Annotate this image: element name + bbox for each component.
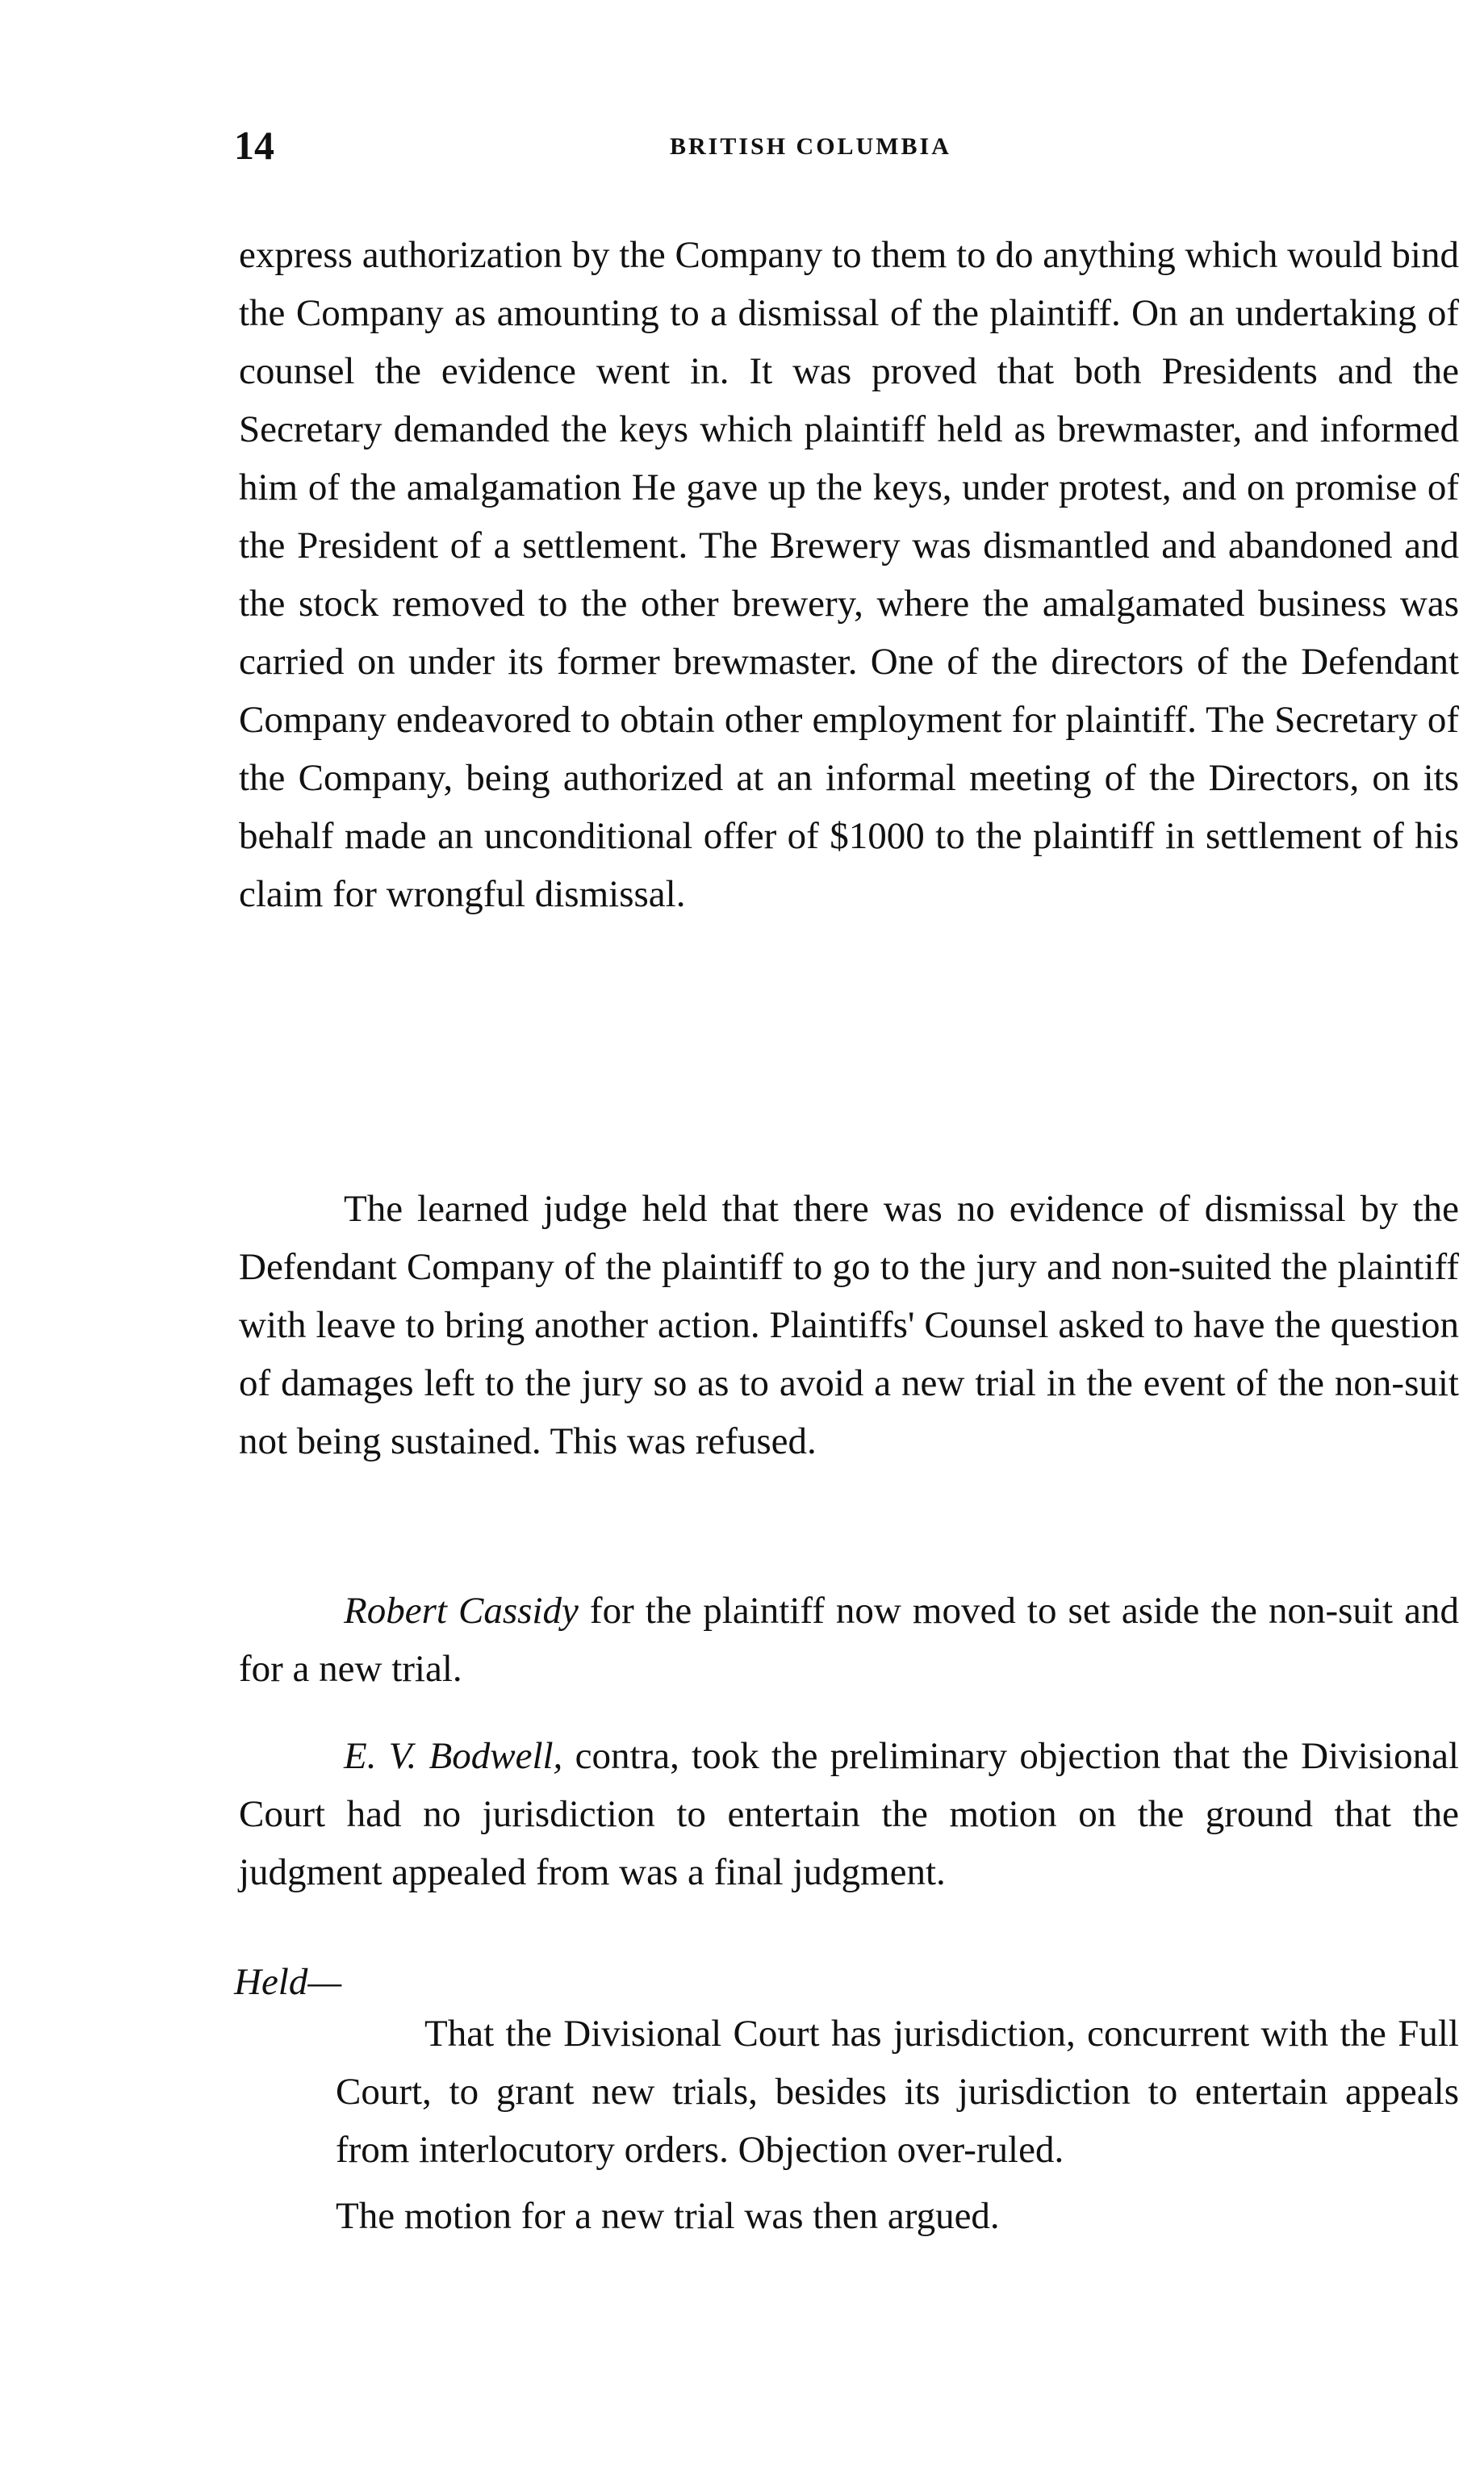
counsel-name-plaintiff: Robert Cassidy [344, 1590, 579, 1632]
paragraph-2 [239, 1180, 1459, 1470]
running-head: BRITISH COLUMBIA [670, 133, 951, 160]
paragraph-2-text: The learned judge held that there was no evidence of dismissal by the Defendant Company of the plaintiff to go to the jury and non-suited the plaintiff with leave to bring another action. Plaintiffs' Counsel asked to have the question of damages left to the jury so as to avoid a new trial in the event of the non-suit not being sustained. This was refused. [239, 1188, 1459, 1462]
paragraph-1-text: express authorization by the Company to them to do anything which would bind the Company as amounting to a dismissal of the plaintiff. On an undertaking of counsel the evidence went in. It was proved that both Presidents and the Secretary demanded the keys which plaintiff held as brewmaster, and informed him of the amalgamation He gave up the keys, under protest, and on promise of the President of a settlement. The Brewery was dismantled and abandoned and the stock removed to the other brewery, where the amalgamated business was carried on under its former brewmaster. One of the directors of the Defendant Company endeavored to obtain other employment for plaintiff. The Secretary of the Company, being authorized at an informal meeting of the Directors, on its behalf made an unconditional offer of $1000 to the plaintiff in settlement of his claim for wrongful dismissal. [239, 234, 1459, 915]
final-sentence: The motion for a new trial was then argued. [336, 2195, 1000, 2237]
paragraph-4-rest: contra, took the preliminary objection that the Divisional Court had no jurisdiction to entertain the motion on the ground that the judgment appealed from was a final judgment. [239, 1735, 1459, 1893]
paragraph-4-text [239, 1727, 1459, 1901]
page-header [234, 121, 1461, 186]
paragraph-4 [239, 1727, 1459, 1901]
held-block [336, 2005, 1459, 2245]
held-text: That the Divisional Court has jurisdiction, concurrent with the Full Court, to grant new trials, besides its jurisdiction to entertain appeals from interlocutory orders. Objection over-ruled. [336, 2013, 1459, 2171]
paragraph-3-text [239, 1582, 1459, 1698]
paragraph-3 [239, 1582, 1459, 1698]
paragraph-1 [239, 226, 1459, 923]
paragraph-3-rest: for the plaintiff now moved to set aside the non-suit and for a new trial. [239, 1590, 1459, 1690]
page-number: 14 [234, 123, 274, 168]
counsel-name-defendant: E. V. Bodwell, [344, 1735, 563, 1777]
held-label: Held— [234, 1961, 342, 2003]
